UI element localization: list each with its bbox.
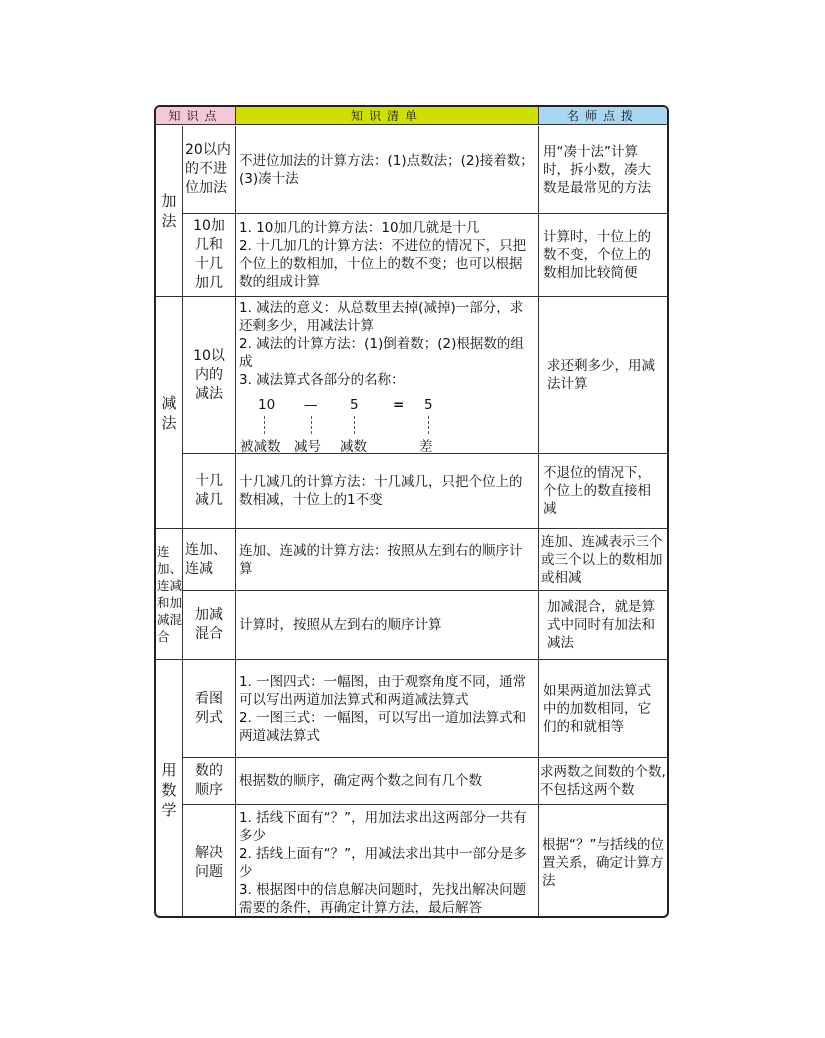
subtraction-explanation: 1. 减法的意义：从总数里去掉(减掉)一部分，求还剩多少，用减法计算 2. 减法的计算方法：(1)倒着数；(2)根据数的组成 3. 减法算式各部分的名称： <box>239 300 524 388</box>
topic-no-carry-addition: 20以内 的不进 位加法 <box>182 126 235 213</box>
content-within-ten-subtraction <box>235 296 538 453</box>
content-problem-solving: 1. 括线下面有“？”，用加法求出这两部分一共有多少 2. 括线上面有“？”，用减法求出其中一部分是多少 3. 根据图中的信息解决问题时，先找出解决问题需要的条件，再确定计算方法，最后解答 <box>235 804 538 918</box>
header-teacher-tips: 名师点拨 <box>538 107 667 125</box>
eq-equals-sign: = <box>393 397 405 413</box>
topic-teen-minus: 十几 减几 <box>182 453 235 528</box>
content-picture-equations: 1. 一图四式：一幅图，由于观察角度不同，通常可以写出两道加法算式和两道减法算式 2. 一图三式：一幅图，可以写出一道加法算式和两道减法算式 <box>235 659 538 757</box>
eq-difference-value: 5 <box>424 397 433 413</box>
label-difference: 差 <box>419 439 433 455</box>
tip-within-ten-subtraction: 求还剩多少，用减法计算 <box>538 296 667 453</box>
header-knowledge-point: 知识点 <box>156 107 235 125</box>
category-using-math: 用 数 学 <box>156 659 182 918</box>
tip-consecutive-ops: 连加、连减表示三个或三个以上的数相加或相减 <box>538 528 667 590</box>
eq-minus-sign: — <box>304 397 318 413</box>
tip-teen-minus: 不退位的情况下，个位上的数直接相减 <box>538 453 667 528</box>
tip-picture-equations: 如果两道加法算式中的加数相同，它们的和就相等 <box>538 659 667 757</box>
topic-number-order: 数的 顺序 <box>182 757 235 804</box>
label-subtrahend: 减数 <box>340 439 367 455</box>
guide-line-sign <box>311 416 312 434</box>
tip-no-carry-addition: 用“凑十法”计算时，拆小数，凑大数是最常见的方法 <box>538 126 667 213</box>
content-teen-minus: 十几减几的计算方法：十几减几，只把个位上的数相减，十位上的1不变 <box>235 453 538 528</box>
topic-mixed-ops: 加减 混合 <box>182 590 235 659</box>
content-mixed-ops: 计算时，按照从左到右的顺序计算 <box>235 590 538 659</box>
category-mixed-operations: 连 加、 连减 和加 减混 合 <box>156 528 182 659</box>
topic-consecutive-ops: 连加、 连减 <box>182 528 235 590</box>
header-knowledge-list: 知识清单 <box>235 107 538 125</box>
content-ten-plus: 1. 10加几的计算方法：10加几就是十几 2. 十几加几的计算方法：不进位的情况下，只把个位上的数相加，十位上的数不变；也可以根据数的组成计算 <box>235 213 538 296</box>
tip-problem-solving: 根据“？”与括线的位置关系，确定计算方法 <box>538 804 667 918</box>
topic-within-ten-subtraction: 10以 内的 减法 <box>182 296 235 453</box>
content-number-order: 根据数的顺序，确定两个数之间有几个数 <box>235 757 538 804</box>
topic-picture-equations: 看图 列式 <box>182 659 235 757</box>
content-consecutive-ops: 连加、连减的计算方法：按照从左到右的顺序计算 <box>235 528 538 590</box>
category-addition: 加 法 <box>161 192 177 230</box>
eq-subtrahend-value: 5 <box>350 397 359 413</box>
eq-minuend-value: 10 <box>258 397 276 413</box>
label-minuend: 被减数 <box>240 439 281 455</box>
guide-line-difference <box>428 416 429 434</box>
tip-number-order: 求两数之间数的个数,不包括这两个数 <box>538 757 667 804</box>
label-minus-sign: 减号 <box>294 439 321 455</box>
tip-ten-plus: 计算时，十位上的数不变，个位上的数相加比较简便 <box>538 213 667 296</box>
knowledge-table <box>154 105 669 918</box>
tip-mixed-ops: 加减混合，就是算式中同时有加法和减法 <box>538 590 667 659</box>
category-subtraction: 减 法 <box>156 296 182 528</box>
topic-problem-solving: 解决 问题 <box>182 804 235 918</box>
guide-line-subtrahend <box>354 416 355 434</box>
topic-ten-plus: 10加 几和 十几 加几 <box>182 213 235 296</box>
content-no-carry-addition: 不进位加法的计算方法：(1)点数法；(2)接着数；(3)凑十法 <box>235 126 538 213</box>
guide-line-minuend <box>264 416 265 434</box>
